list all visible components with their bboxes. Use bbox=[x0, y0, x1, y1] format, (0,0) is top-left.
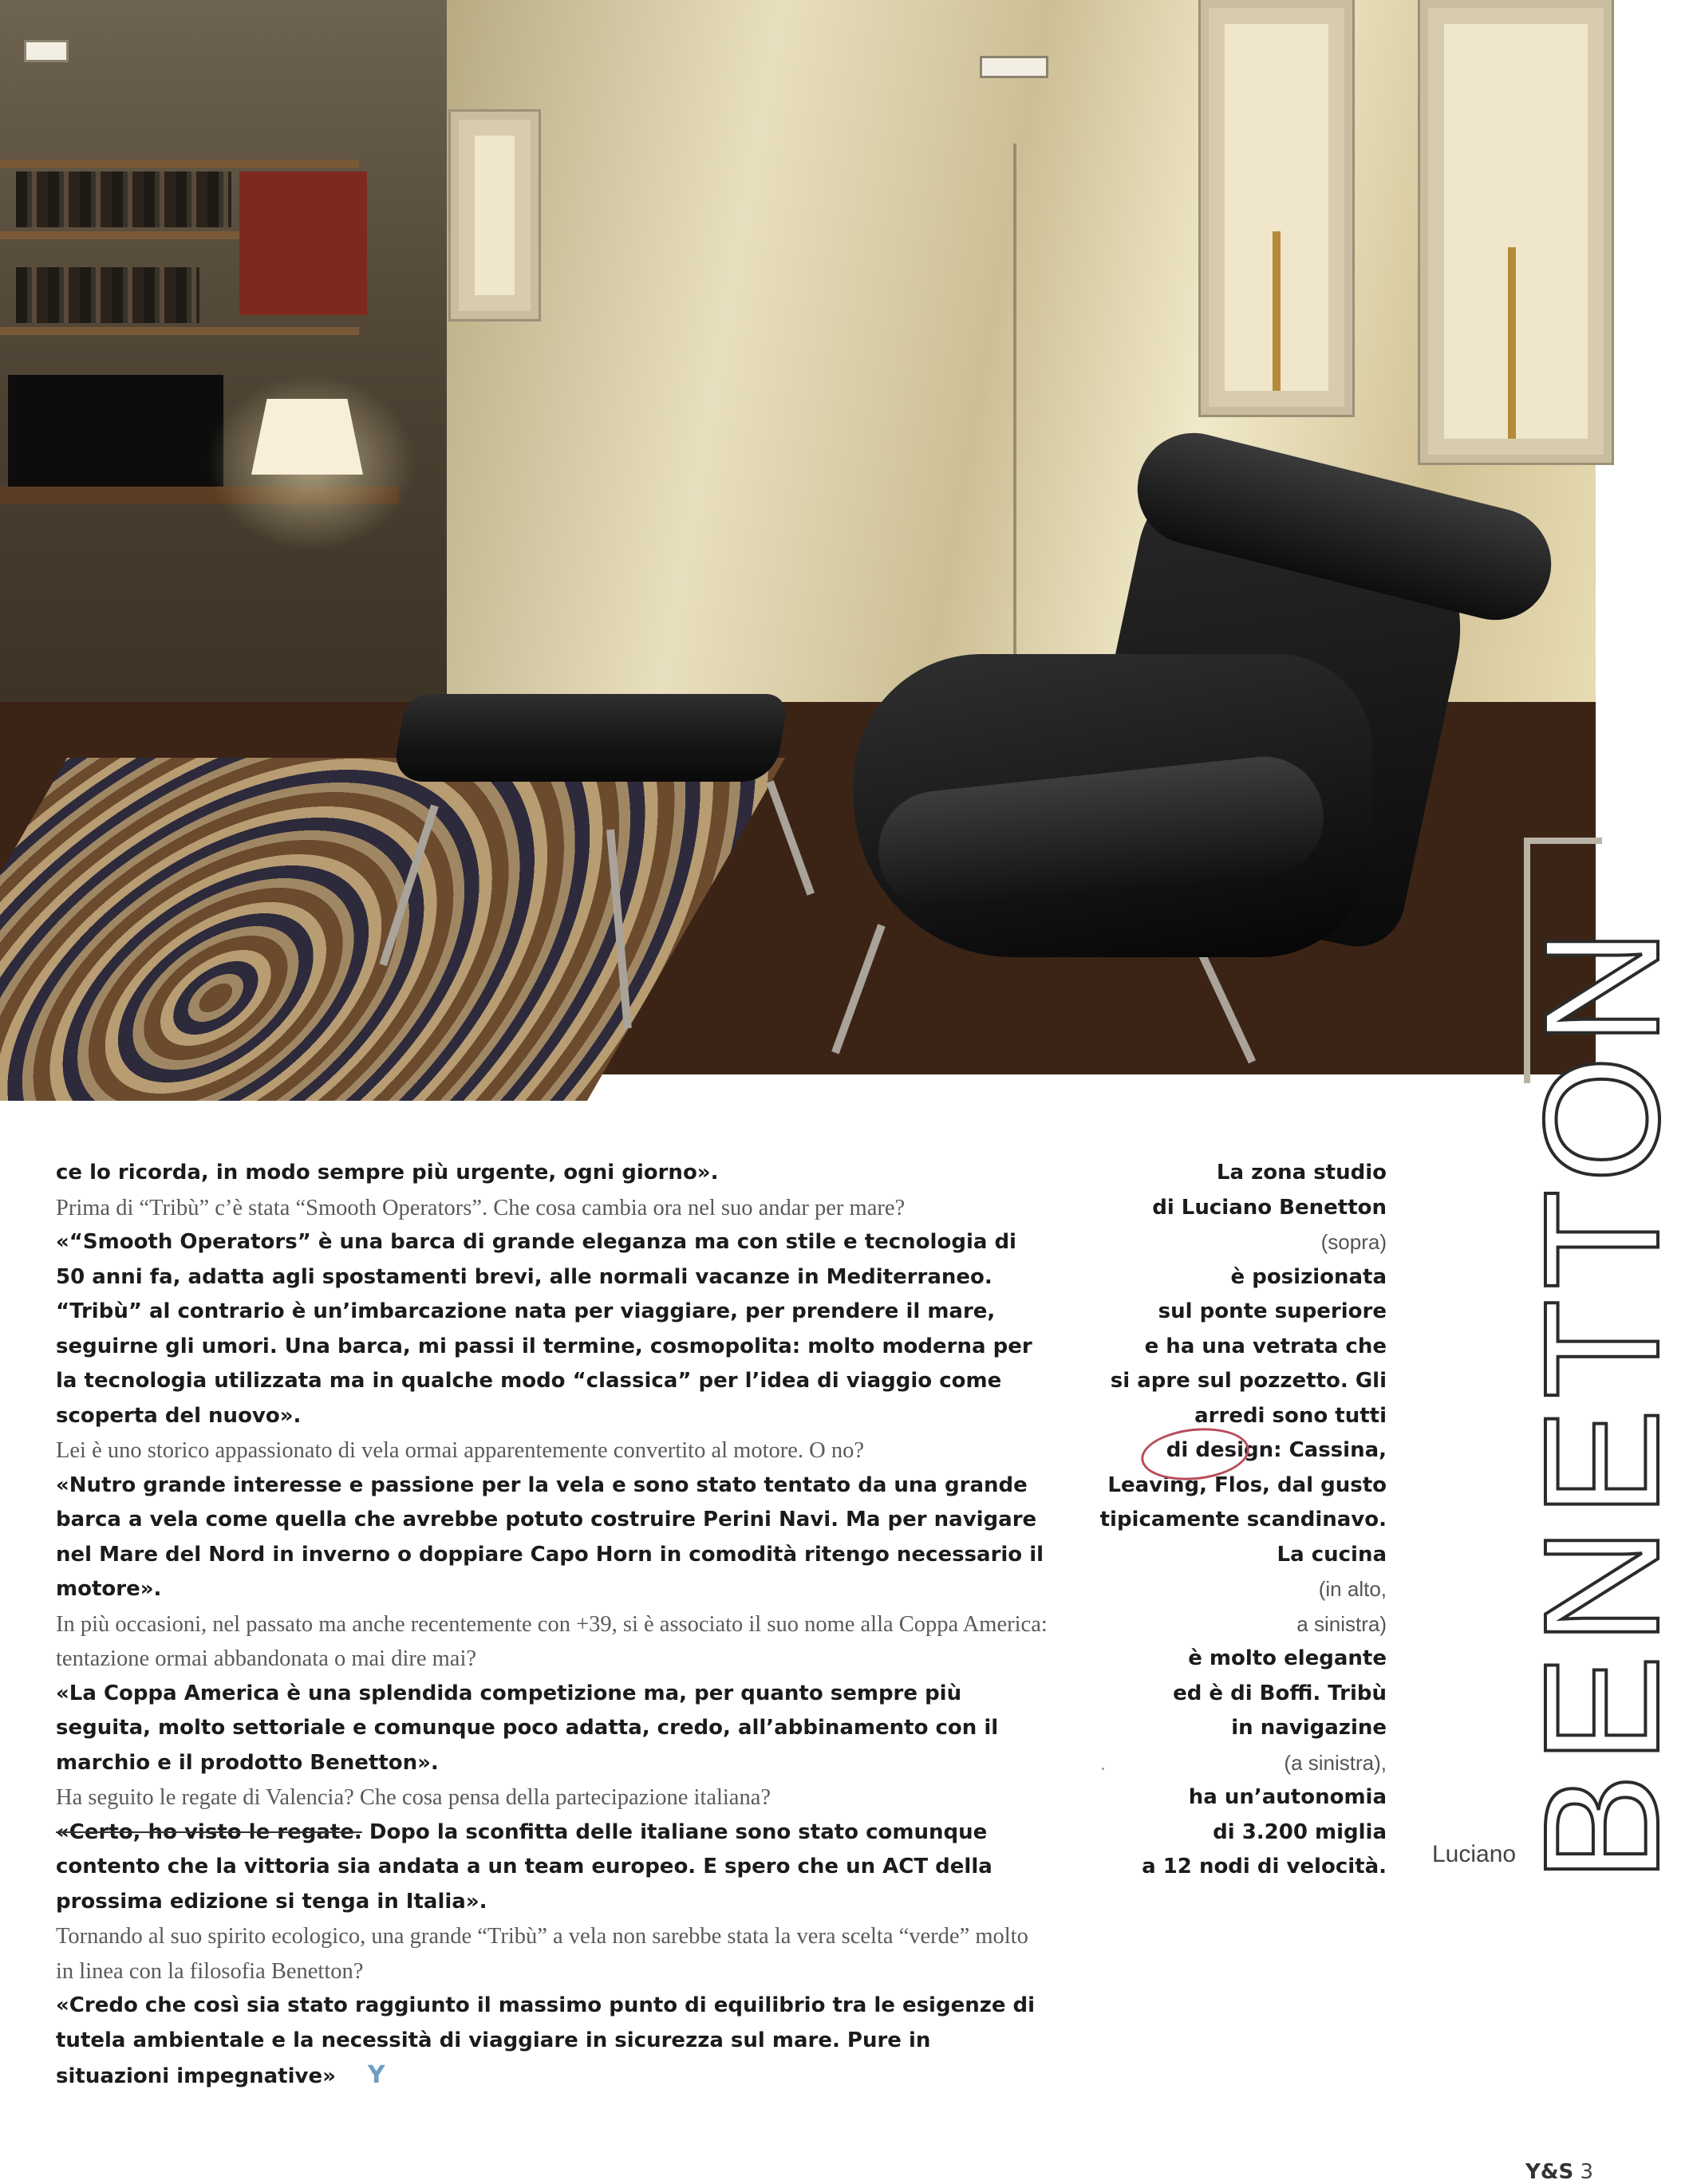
bookshelf bbox=[0, 160, 359, 168]
interior-photo bbox=[0, 0, 1596, 1074]
page-number: 3 bbox=[1580, 2160, 1594, 2184]
answer: «Nutro grande interesse e passione per la vela e sono stato tentato da una grande barca a vela come quella che avrebbe potuto costruire Perini Navi. Ma per navigare nel Mare del Nord in inverno o doppiare Capo Horn in comodità ritengo necessario il motore». bbox=[56, 1472, 1044, 1601]
books bbox=[16, 171, 231, 227]
caption-line: arredi sono tutti bbox=[1194, 1403, 1387, 1428]
surname: BENETTON bbox=[1510, 918, 1693, 1882]
caption-line: di 3.200 miglia bbox=[1213, 1819, 1387, 1844]
answer bbox=[56, 1815, 1049, 1920]
ceiling-vent bbox=[24, 40, 69, 62]
photo-caption bbox=[1052, 1156, 1387, 1885]
caption-line: sul ponte superiore bbox=[1158, 1299, 1387, 1323]
bookshelf bbox=[0, 327, 359, 335]
red-panel bbox=[239, 171, 367, 315]
wall-picture bbox=[451, 112, 539, 319]
caption-line: è molto elegante bbox=[1188, 1646, 1387, 1670]
caption-line: (sopra) bbox=[1320, 1230, 1387, 1254]
caption-line: è posizionata bbox=[1230, 1264, 1387, 1289]
books bbox=[16, 267, 199, 323]
caption-line: ha un’autonomia bbox=[1188, 1785, 1387, 1809]
answer bbox=[56, 1989, 1049, 2095]
question: In più occasioni, nel passato ma anche recentemente con +39, si è associato il suo nome alla Coppa America: tentazione ormai abbandonata o mai dire mai? bbox=[56, 1611, 1048, 1671]
table-lamp bbox=[251, 399, 363, 475]
answer-text: Dopo la sconfitta delle italiane sono stato comunque contento che la vittoria sia andata a un team europeo. E spero che un ACT della prossima edizione si tenga in Italia». bbox=[56, 1819, 993, 1914]
caption-line: si apre sul pozzetto. Gli bbox=[1110, 1369, 1387, 1393]
caption-line: e ha una vetrata che bbox=[1144, 1334, 1387, 1358]
caption-line: (a sinistra), bbox=[1284, 1750, 1387, 1775]
caption-line: (in alto, bbox=[1318, 1577, 1387, 1601]
first-name: Luciano bbox=[1432, 1841, 1517, 1867]
stray-mark bbox=[1102, 1768, 1104, 1770]
question: Prima di “Tribù” c’è stata “Smooth Operators”. Che cosa cambia ora nel suo andar per mare? bbox=[56, 1195, 906, 1220]
caption-line: a 12 nodi di velocità. bbox=[1142, 1855, 1387, 1878]
caption-line: La cucina bbox=[1277, 1542, 1387, 1567]
question: Tornando al suo spirito ecologico, una grande “Tribù” a vela non sarebbe stata la vera scelta “verde” molto in linea con la filosofia Benetton? bbox=[56, 1924, 1028, 1984]
magazine-brand: Y&S bbox=[1525, 2160, 1574, 2184]
answer-text: «Credo che così sia stato raggiunto il massimo punto di equilibrio tra le esigenze di tutela ambientale e la necessità di viaggiare in sicurezza sul mare. Pure in situazioni impegnative» bbox=[56, 1993, 1036, 2088]
question: Lei è uno storico appassionato di vela ormai apparentemente convertito al motore. O no? bbox=[56, 1438, 864, 1463]
caption-line: in navigazine bbox=[1231, 1716, 1387, 1740]
caption-line: ed è di Boffi. Tribù bbox=[1173, 1681, 1387, 1705]
page-folio bbox=[1525, 2160, 1593, 2184]
vertical-name bbox=[1510, 918, 1693, 1882]
caption-line: a sinistra) bbox=[1296, 1611, 1387, 1636]
television bbox=[8, 375, 223, 487]
article-body bbox=[56, 1156, 1049, 2095]
answer: «La Coppa America è una splendida competizione ma, per quanto sempre più seguita, molto settoriale e comunque poco adatta, credo, all’abbinamento con il marchio e il prodotto Benetton». bbox=[56, 1681, 999, 1775]
caption-line: tipicamente scandinavo. bbox=[1099, 1508, 1387, 1532]
caption-line: di Luciano Benetton bbox=[1152, 1195, 1387, 1220]
framed-artwork bbox=[1201, 0, 1352, 415]
ottoman bbox=[391, 694, 789, 782]
caption-line: di design: Cassina, bbox=[1166, 1438, 1387, 1462]
framed-artwork bbox=[1420, 0, 1612, 463]
caption-line: Leaving, Flos, dal gusto bbox=[1107, 1472, 1387, 1497]
ceiling-spotlight bbox=[980, 56, 1048, 78]
caption-line: La zona studio bbox=[1216, 1161, 1387, 1185]
answer-continuation: ce lo ricorda, in modo sempre più urgente, ogni giorno». bbox=[56, 1161, 719, 1185]
answer: «“Smooth Operators” è una barca di grande eleganza ma con stile e tecnologia di 50 anni fa, adatta agli spostamenti brevi, alle normali vacanze in Mediterraneo. “Tribù” al contrario è un’imbarcazione nata per viaggiare, per prendere il mare, seguirne gli umori. Una barca, mi passi il termine, cosmopolita: molto moderna per la tecnologia utilizzata ma in qualche modo “classica” per l’idea di viaggio come scoperta del nuovo». bbox=[56, 1230, 1032, 1428]
end-mark: Y bbox=[367, 2061, 385, 2089]
struck-text: «Certo, ho visto le regate. bbox=[56, 1819, 362, 1844]
question: Ha seguito le regate di Valencia? Che cosa pensa della partecipazione italiana? bbox=[56, 1785, 772, 1810]
